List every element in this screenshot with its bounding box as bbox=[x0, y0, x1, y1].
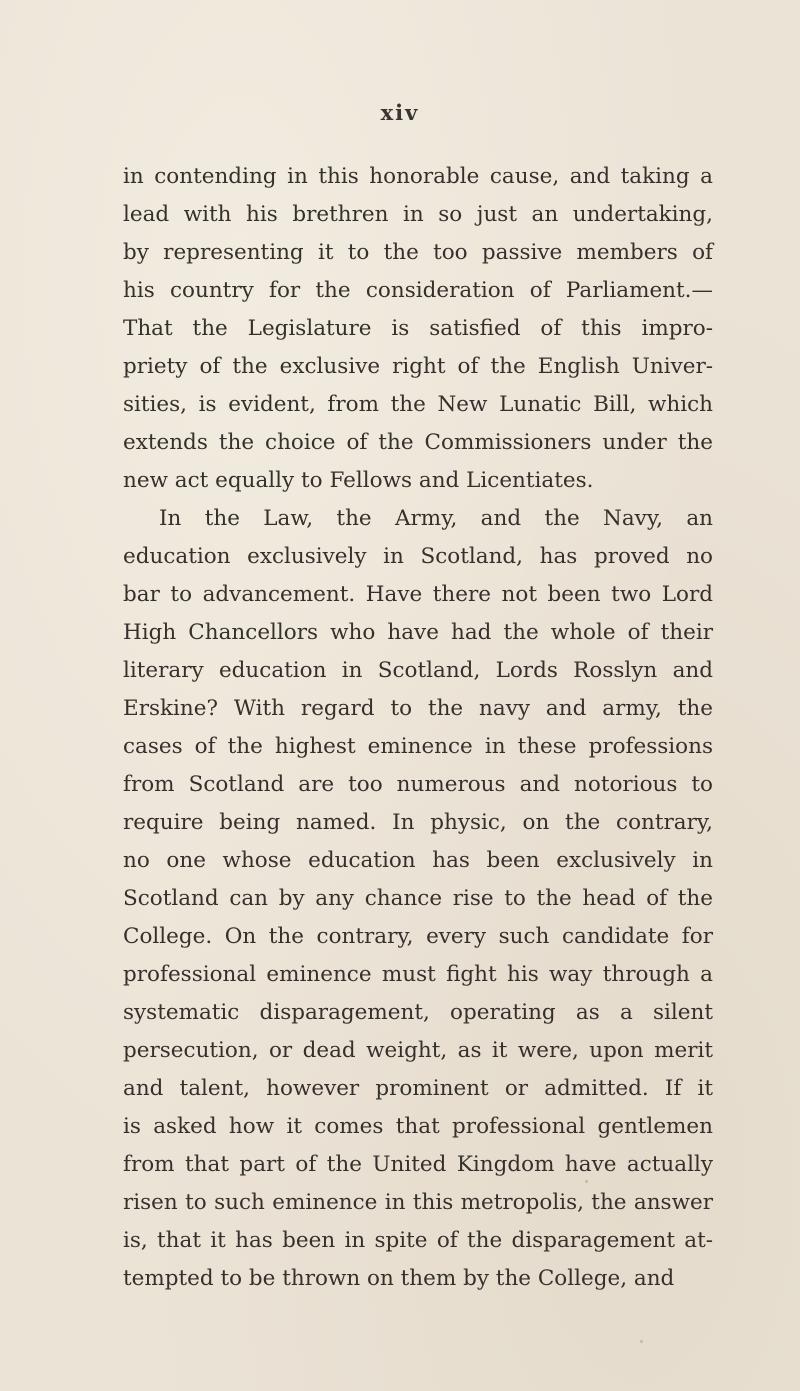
text-line: priety of the exclusive right of the English Univer- bbox=[123, 354, 713, 379]
text-line: risen to such eminence in this metropolis, the answer bbox=[123, 1190, 713, 1215]
text-line: High Chancellors who have had the whole of their bbox=[123, 620, 713, 645]
text-line: in contending in this honorable cause, and taking a bbox=[123, 164, 713, 189]
text-line: is, that it has been in spite of the disparagement at- bbox=[123, 1228, 713, 1253]
text-line: require being named. In physic, on the contrary, bbox=[123, 810, 713, 835]
text-line: systematic disparagement, operating as a silent bbox=[123, 1000, 713, 1025]
paper-speck bbox=[640, 1340, 643, 1343]
text-line: Erskine? With regard to the navy and army, the bbox=[123, 696, 713, 721]
text-line: bar to advancement. Have there not been two Lord bbox=[123, 582, 713, 607]
text-line: sities, is evident, from the New Lunatic Bill, which bbox=[123, 392, 713, 417]
text-line: tempted to be thrown on them by the College, and bbox=[123, 1266, 675, 1291]
text-line: no one whose education has been exclusively in bbox=[123, 848, 713, 873]
text-line: education exclusively in Scotland, has proved no bbox=[123, 544, 713, 569]
text-line: In the Law, the Army, and the Navy, an bbox=[159, 506, 713, 531]
text-line: College. On the contrary, every such candidate for bbox=[123, 924, 713, 949]
body-text bbox=[123, 158, 713, 1298]
text-line: persecution, or dead weight, as it were, upon merit bbox=[123, 1038, 713, 1063]
text-line: is asked how it comes that professional gentlemen bbox=[123, 1114, 713, 1139]
text-line: extends the choice of the Commissioners under the bbox=[123, 430, 713, 455]
text-line: and talent, however prominent or admitted. If it bbox=[123, 1076, 713, 1101]
text-line: literary education in Scotland, Lords Rosslyn and bbox=[123, 658, 713, 683]
text-line: lead with his brethren in so just an undertaking, bbox=[123, 202, 713, 227]
text-line: professional eminence must fight his way through a bbox=[123, 962, 713, 987]
page-number: xiv bbox=[380, 100, 420, 125]
text-line: new act equally to Fellows and Licentiates. bbox=[123, 468, 594, 493]
text-line: That the Legislature is satisfied of this impro- bbox=[123, 316, 713, 341]
text-line: his country for the consideration of Parliament.— bbox=[123, 278, 713, 303]
paper-speck bbox=[585, 1180, 588, 1183]
text-line: by representing it to the too passive members of bbox=[123, 240, 713, 265]
paper-speck bbox=[448, 1275, 451, 1278]
text-line: from that part of the United Kingdom have actually bbox=[123, 1152, 713, 1177]
text-line: cases of the highest eminence in these professions bbox=[123, 734, 713, 759]
text-line: Scotland can by any chance rise to the head of the bbox=[123, 886, 713, 911]
text-line: from Scotland are too numerous and notorious to bbox=[123, 772, 713, 797]
